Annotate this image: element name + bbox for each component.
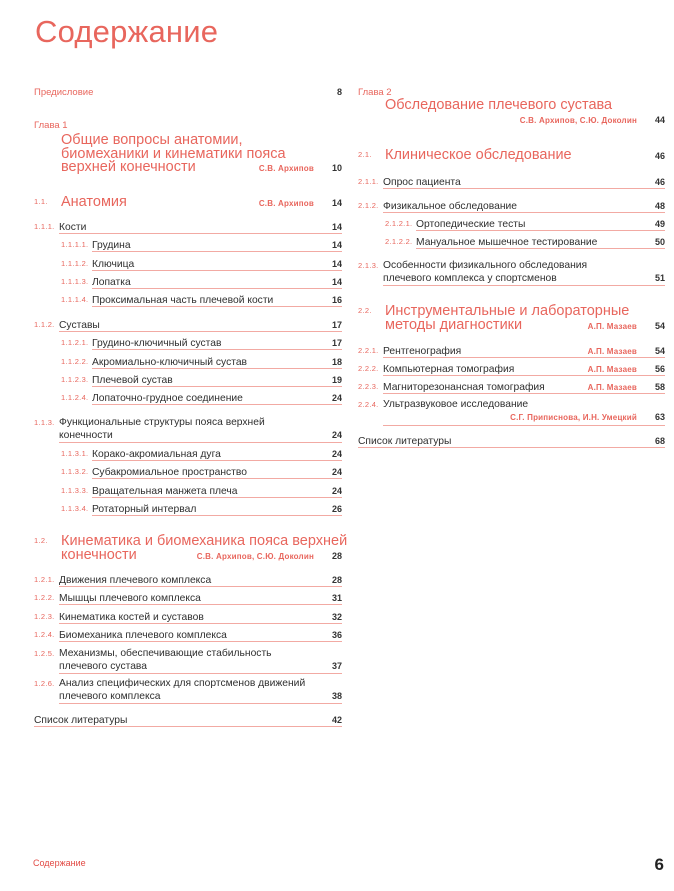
entry-title[interactable] bbox=[34, 714, 342, 728]
author-name: С.В. Архипов bbox=[258, 199, 314, 208]
title-line bbox=[59, 319, 342, 332]
title-text: Проксимальная часть плечевой кости bbox=[92, 294, 274, 306]
page-number: 14 bbox=[331, 198, 342, 208]
page-number: 24 bbox=[331, 392, 342, 403]
title-line bbox=[59, 678, 342, 691]
entry-title[interactable] bbox=[92, 466, 342, 480]
page-number: 17 bbox=[331, 337, 342, 348]
entry-title[interactable] bbox=[61, 134, 342, 175]
title-line bbox=[92, 466, 342, 479]
title-text: Список литературы bbox=[358, 435, 452, 447]
entry-title[interactable] bbox=[92, 374, 342, 388]
title-line bbox=[92, 485, 342, 498]
section-number: 1.1.3.2. bbox=[61, 467, 89, 476]
title-line bbox=[383, 399, 665, 412]
title-text: биомеханики и кинематики пояса bbox=[61, 145, 286, 162]
entry-title[interactable] bbox=[358, 435, 665, 449]
title-line bbox=[92, 374, 342, 387]
page-number: 24 bbox=[331, 430, 342, 441]
title-text: Функциональные структуры пояса верхней bbox=[59, 416, 265, 428]
section-number: 1.2.3. bbox=[34, 612, 55, 621]
title-line bbox=[383, 200, 665, 213]
title-text: Общие вопросы анатомии, bbox=[61, 132, 243, 149]
page-number: 38 bbox=[331, 691, 342, 702]
title-text: Лопатка bbox=[92, 276, 131, 288]
section-number: 1.2. bbox=[34, 536, 48, 545]
page-number: 14 bbox=[331, 239, 342, 250]
section-number: 1.2.4. bbox=[34, 630, 55, 639]
entry-title[interactable] bbox=[385, 304, 665, 332]
chapter-label: Глава 2 bbox=[358, 87, 392, 98]
page-number: 46 bbox=[654, 151, 665, 161]
title-line bbox=[59, 660, 342, 673]
page-number: 54 bbox=[654, 345, 665, 356]
page-title: Содержание bbox=[35, 14, 219, 49]
title-text: Список литературы bbox=[34, 714, 128, 726]
section-number: 2.1.3. bbox=[358, 261, 379, 270]
title-line bbox=[59, 592, 342, 605]
title-text: Обследование плечевого сустава bbox=[385, 97, 613, 114]
author-name: А.П. Мазаев bbox=[587, 346, 637, 356]
title-text: Ротаторный интервал bbox=[92, 503, 197, 515]
page-number: 42 bbox=[331, 714, 342, 725]
page-number: 49 bbox=[654, 218, 665, 229]
entry-title[interactable] bbox=[383, 176, 665, 190]
page-number: 63 bbox=[654, 412, 665, 423]
entry-title[interactable] bbox=[59, 221, 342, 235]
entry-title[interactable] bbox=[92, 448, 342, 462]
section-number: 1.1.2.3. bbox=[61, 375, 89, 384]
title-line bbox=[61, 533, 348, 549]
title-text: Субакромиальное пространство bbox=[92, 466, 247, 478]
entry-title[interactable] bbox=[383, 399, 665, 426]
page-number: 16 bbox=[331, 294, 342, 305]
chapter-label: Глава 1 bbox=[34, 120, 68, 131]
section-number: 1.2.5. bbox=[34, 649, 55, 658]
section-number: 1.1.2.4. bbox=[61, 393, 89, 402]
section-number: 2.2.3. bbox=[358, 382, 379, 391]
title-text: Кинематика и биомеханика пояса верхней bbox=[61, 533, 348, 549]
title-text: Акромиально-ключичный сустав bbox=[92, 356, 248, 368]
section-number: 1.1.1.4. bbox=[61, 295, 89, 304]
title-line bbox=[59, 690, 342, 703]
entry-title[interactable] bbox=[92, 337, 342, 351]
title-text: Кости bbox=[59, 221, 87, 233]
section-number: 1.2.2. bbox=[34, 593, 55, 602]
section-number: 2.2. bbox=[358, 306, 372, 315]
page-number: 24 bbox=[331, 485, 342, 496]
title-line bbox=[383, 272, 665, 285]
title-line bbox=[59, 221, 342, 234]
section-number: 1.1. bbox=[34, 197, 48, 206]
entry-title[interactable] bbox=[92, 258, 342, 272]
page-number: 26 bbox=[331, 503, 342, 514]
page-number: 32 bbox=[331, 611, 342, 622]
section-number: 1.1.2.2. bbox=[61, 357, 89, 366]
title-text: Механизмы, обеспечивающие стабильность bbox=[59, 647, 272, 659]
entry-title[interactable] bbox=[385, 99, 665, 127]
section-number: 1.1.3.1. bbox=[61, 449, 89, 458]
title-text: методы диагностики bbox=[385, 317, 523, 333]
section-number: 2.1.2. bbox=[358, 201, 379, 210]
title-line bbox=[59, 574, 342, 587]
title-line bbox=[383, 176, 665, 189]
entry-title[interactable] bbox=[416, 236, 665, 250]
section-number: 1.1.3.3. bbox=[61, 486, 89, 495]
title-text: Рентгенография bbox=[383, 345, 462, 357]
title-text: плечевого комплекса у спортсменов bbox=[383, 273, 557, 285]
entry-title[interactable] bbox=[92, 276, 342, 290]
entry-title[interactable] bbox=[59, 417, 342, 443]
title-line bbox=[385, 318, 665, 332]
entry-title[interactable] bbox=[383, 381, 665, 395]
title-line bbox=[92, 448, 342, 461]
page-number: 28 bbox=[331, 574, 342, 585]
title-line bbox=[59, 611, 342, 624]
page-number: 36 bbox=[331, 629, 342, 640]
title-text: Ортопедические тесты bbox=[416, 218, 526, 230]
title-line bbox=[92, 356, 342, 369]
section-number: 2.1.2.1. bbox=[385, 219, 413, 228]
entry-title[interactable] bbox=[92, 503, 342, 517]
title-line bbox=[59, 648, 342, 661]
title-line bbox=[61, 161, 342, 175]
entry-title[interactable] bbox=[92, 239, 342, 253]
entry-title[interactable] bbox=[416, 218, 665, 232]
title-line bbox=[92, 239, 342, 252]
title-line bbox=[59, 629, 342, 642]
page-number: 68 bbox=[654, 435, 665, 446]
title-text: конечности bbox=[59, 430, 113, 442]
entry-title[interactable] bbox=[59, 319, 342, 333]
page-number: 31 bbox=[331, 592, 342, 603]
entry-title[interactable] bbox=[383, 260, 665, 286]
section-number: 2.2.1. bbox=[358, 346, 379, 355]
title-text: Плечевой сустав bbox=[92, 374, 173, 386]
section-number: 1.1.1.3. bbox=[61, 277, 89, 286]
entry-title[interactable] bbox=[92, 356, 342, 370]
page-number: 51 bbox=[654, 273, 665, 284]
title-text: Биомеханика плечевого комплекса bbox=[59, 629, 227, 641]
title-text: Предисловие bbox=[34, 87, 94, 98]
page-number: 48 bbox=[654, 200, 665, 211]
title-line bbox=[383, 381, 665, 394]
author-name: С.Г. Приписнова, И.Н. Умецкий bbox=[510, 413, 637, 423]
page-number: 8 bbox=[336, 87, 342, 97]
title-text: Грудина bbox=[92, 239, 131, 251]
page-number: 17 bbox=[331, 319, 342, 330]
entry-title[interactable] bbox=[59, 648, 342, 674]
author-line bbox=[385, 113, 665, 128]
section-number: 2.1. bbox=[358, 150, 372, 159]
page-number: 10 bbox=[331, 163, 342, 174]
section-number: 2.2.2. bbox=[358, 364, 379, 373]
page-number: 28 bbox=[331, 551, 342, 561]
title-line bbox=[416, 218, 665, 231]
title-text: Ключица bbox=[92, 258, 135, 270]
page-number: 56 bbox=[654, 363, 665, 374]
title-text: верхней конечности bbox=[61, 159, 196, 176]
title-text: Кинематика костей и суставов bbox=[59, 611, 204, 623]
title-text: Движения плечевого комплекса bbox=[59, 574, 212, 586]
title-line bbox=[59, 417, 342, 430]
title-line bbox=[92, 392, 342, 405]
title-text: Анализ специфических для спортсменов движений bbox=[59, 677, 306, 689]
title-text: Клиническое обследование bbox=[385, 147, 572, 163]
page-number: 24 bbox=[331, 466, 342, 477]
title-text: Опрос пациента bbox=[383, 176, 461, 188]
running-footer-label: Содержание bbox=[33, 858, 86, 868]
page-number: 6 bbox=[654, 855, 664, 874]
section-number: 1.1.3. bbox=[34, 418, 55, 427]
entry-title[interactable] bbox=[383, 363, 665, 377]
page-number: 18 bbox=[331, 356, 342, 367]
section-number: 1.2.1. bbox=[34, 575, 55, 584]
entry-title[interactable] bbox=[59, 678, 342, 704]
title-line bbox=[416, 236, 665, 249]
title-text: Вращательная манжета плеча bbox=[92, 485, 238, 497]
entry-title[interactable] bbox=[385, 148, 665, 162]
title-line bbox=[385, 304, 665, 318]
section-number: 1.1.2.1. bbox=[61, 338, 89, 347]
section-number: 2.1.1. bbox=[358, 177, 379, 186]
title-text: Ультразвуковое исследование bbox=[383, 398, 529, 410]
page-number: 46 bbox=[654, 176, 665, 187]
entry-title[interactable] bbox=[383, 345, 665, 359]
title-text: конечности bbox=[61, 547, 137, 563]
title-line bbox=[383, 363, 665, 376]
title-text: Корако-акромиальная дуга bbox=[92, 448, 221, 460]
entry-title[interactable] bbox=[92, 485, 342, 499]
author-name: С.В. Архипов bbox=[258, 164, 314, 174]
title-text: плечевого комплекса bbox=[59, 691, 161, 703]
title-line bbox=[92, 294, 342, 307]
page-number: 14 bbox=[331, 258, 342, 269]
section-number: 1.1.1.2. bbox=[61, 259, 89, 268]
entry-title[interactable] bbox=[59, 574, 342, 588]
page-number: 58 bbox=[654, 381, 665, 392]
title-line bbox=[92, 337, 342, 350]
title-text: Суставы bbox=[59, 319, 100, 331]
author-name: А.П. Мазаев bbox=[587, 364, 637, 374]
section-number: 2.1.2.2. bbox=[385, 237, 413, 246]
title-line bbox=[59, 429, 342, 442]
page-number: 54 bbox=[654, 321, 665, 331]
section-number: 2.2.4. bbox=[358, 400, 379, 409]
author-name: С.В. Архипов, С.Ю. Доколин bbox=[519, 115, 637, 125]
title-text: плечевого сустава bbox=[59, 661, 147, 673]
page-number: 24 bbox=[331, 448, 342, 459]
author-line bbox=[383, 411, 665, 425]
page-number: 44 bbox=[654, 114, 665, 125]
page-number: 50 bbox=[654, 236, 665, 247]
title-line bbox=[383, 260, 665, 273]
section-number: 1.2.6. bbox=[34, 679, 55, 688]
title-line bbox=[358, 435, 665, 448]
title-text: Инструментальные и лабораторные bbox=[385, 303, 630, 319]
title-text: Мануальное мышечное тестирование bbox=[416, 236, 598, 248]
entry-title[interactable] bbox=[61, 533, 348, 563]
title-text: Компьютерная томография bbox=[383, 363, 515, 375]
title-line bbox=[385, 99, 665, 113]
author-name: А.П. Мазаев bbox=[587, 382, 637, 392]
title-text: Грудино-ключичный сустав bbox=[92, 337, 222, 349]
title-line bbox=[61, 548, 342, 562]
title-line bbox=[92, 258, 342, 271]
title-line bbox=[385, 148, 665, 162]
entry-title[interactable] bbox=[34, 86, 342, 98]
entry-title[interactable] bbox=[92, 294, 342, 308]
section-number: 1.1.3.4. bbox=[61, 504, 89, 513]
page-number: 14 bbox=[331, 221, 342, 232]
entry-title[interactable] bbox=[59, 629, 342, 643]
page-number: 37 bbox=[331, 661, 342, 672]
title-text: Лопаточно-грудное соединение bbox=[92, 392, 243, 404]
title-line bbox=[92, 503, 342, 516]
title-line bbox=[34, 714, 342, 727]
title-text: Анатомия bbox=[61, 194, 127, 210]
title-line bbox=[383, 345, 665, 358]
entry-title[interactable] bbox=[92, 392, 342, 406]
title-text: Мышцы плечевого комплекса bbox=[59, 592, 201, 604]
title-text: Магниторезонансная томография bbox=[383, 381, 545, 393]
section-number: 1.1.1.1. bbox=[61, 240, 89, 249]
section-number: 1.1.1. bbox=[34, 222, 55, 231]
entry-title[interactable] bbox=[59, 592, 342, 606]
title-text: Особенности физикального обследования bbox=[383, 259, 588, 271]
entry-title[interactable] bbox=[383, 200, 665, 214]
title-line bbox=[92, 276, 342, 289]
page-number: 14 bbox=[331, 276, 342, 287]
entry-title[interactable] bbox=[61, 195, 342, 209]
author-name: С.В. Архипов, С.Ю. Доколин bbox=[196, 552, 314, 561]
author-name: А.П. Мазаев bbox=[587, 322, 637, 331]
section-number: 1.1.2. bbox=[34, 320, 55, 329]
entry-title[interactable] bbox=[59, 611, 342, 625]
title-line bbox=[61, 195, 342, 209]
title-line bbox=[34, 86, 342, 98]
title-text: Физикальное обследование bbox=[383, 200, 518, 212]
page-number: 19 bbox=[331, 374, 342, 385]
